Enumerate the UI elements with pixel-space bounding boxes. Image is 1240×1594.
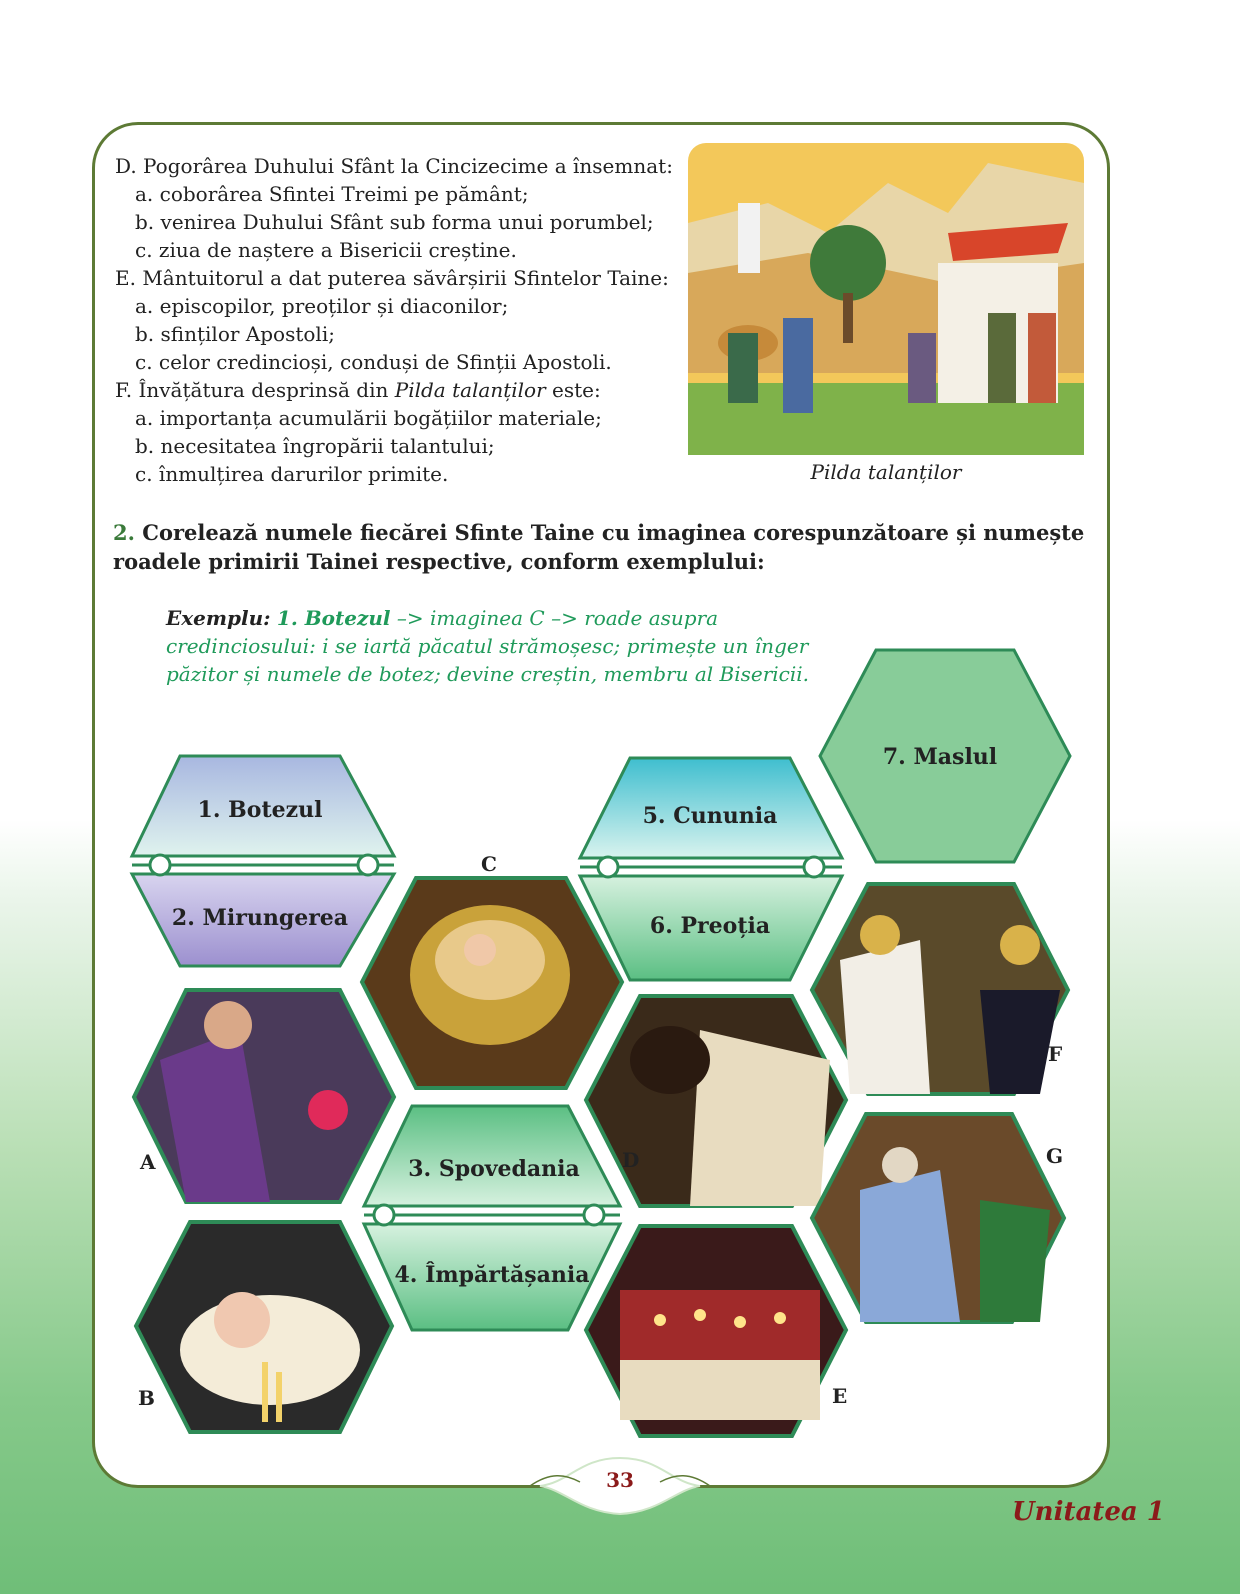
label-preotia: 6. Preoția	[649, 913, 771, 939]
connector-dot	[358, 855, 378, 875]
page-number: 33	[606, 1468, 634, 1492]
letter-b: B	[138, 1386, 155, 1410]
connector-dot	[374, 1205, 394, 1225]
label-impartasania: 4. Împărtășania	[394, 1262, 590, 1288]
question-f-option-c: c. înmulțirea darurilor primite.	[135, 462, 449, 486]
letter-c: C	[481, 852, 497, 876]
example-title: 1. Botezul	[276, 606, 391, 630]
question-d-option-b: b. venirea Duhului Sfânt sub forma unui porumbel;	[135, 210, 654, 234]
letter-e: E	[832, 1384, 848, 1408]
letter-a: A	[140, 1150, 156, 1174]
question-f-stem-title: Pilda talanților	[394, 378, 546, 402]
letter-g: G	[1046, 1144, 1064, 1168]
label-spovedania: 3. Spovedania	[408, 1156, 580, 1182]
question-f-option-a: a. importanța acumulării bogățiilor materiale;	[135, 406, 602, 430]
unit-label: Unitatea 1	[1012, 1497, 1165, 1527]
example-line-3: păzitor și numele de botez; devine creștin, membru al Bisericii.	[166, 662, 810, 686]
task-text: Corelează numele fiecărei Sfinte Taine cu imaginea corespunzătoare și numește roadele primirii Tainei respective, conform exemplului:	[113, 520, 1085, 574]
question-e-option-b: b. sfinților Apostoli;	[135, 322, 335, 346]
question-f-stem-start: F. Învățătura desprinsă din	[115, 378, 395, 402]
letter-d: D	[622, 1148, 640, 1172]
question-d-stem: D. Pogorârea Duhului Sfânt la Cincizecime a însemnat:	[115, 154, 673, 178]
example-line-1-rest: –> imaginea C –> roade asupra	[390, 606, 719, 630]
question-e-option-a: a. episcopilor, preoților și diaconilor;	[135, 294, 509, 318]
connector-dot	[584, 1205, 604, 1225]
question-d-option-c: c. ziua de naștere a Bisericii creștine.	[135, 238, 517, 262]
task-number: 2.	[113, 520, 135, 545]
letter-f: F	[1048, 1042, 1063, 1066]
question-f-stem-end: este:	[545, 378, 601, 402]
example-label: Exemplu:	[166, 606, 271, 630]
question-e-stem: E. Mântuitorul a dat puterea săvârșirii Sfintelor Taine:	[115, 266, 669, 290]
connector-dot	[150, 855, 170, 875]
icon-caption: Pilda talanților	[810, 460, 962, 484]
example-line-2: credinciosului: i se iartă păcatul strămoșesc; primește un înger	[166, 634, 809, 658]
question-f-option-b: b. necesitatea îngropării talantului;	[135, 434, 495, 458]
label-maslul: 7. Maslul	[882, 744, 998, 770]
question-e-option-c: c. celor credincioși, conduși de Sfinții Apostoli.	[135, 350, 612, 374]
label-botezul: 1. Botezul	[197, 797, 323, 823]
label-cununia: 5. Cununia	[642, 803, 778, 829]
connector-dot	[804, 857, 824, 877]
label-mirungerea: 2. Mirungerea	[171, 905, 349, 931]
question-d-option-a: a. coborârea Sfintei Treimi pe pământ;	[135, 182, 529, 206]
connector-dot	[598, 857, 618, 877]
